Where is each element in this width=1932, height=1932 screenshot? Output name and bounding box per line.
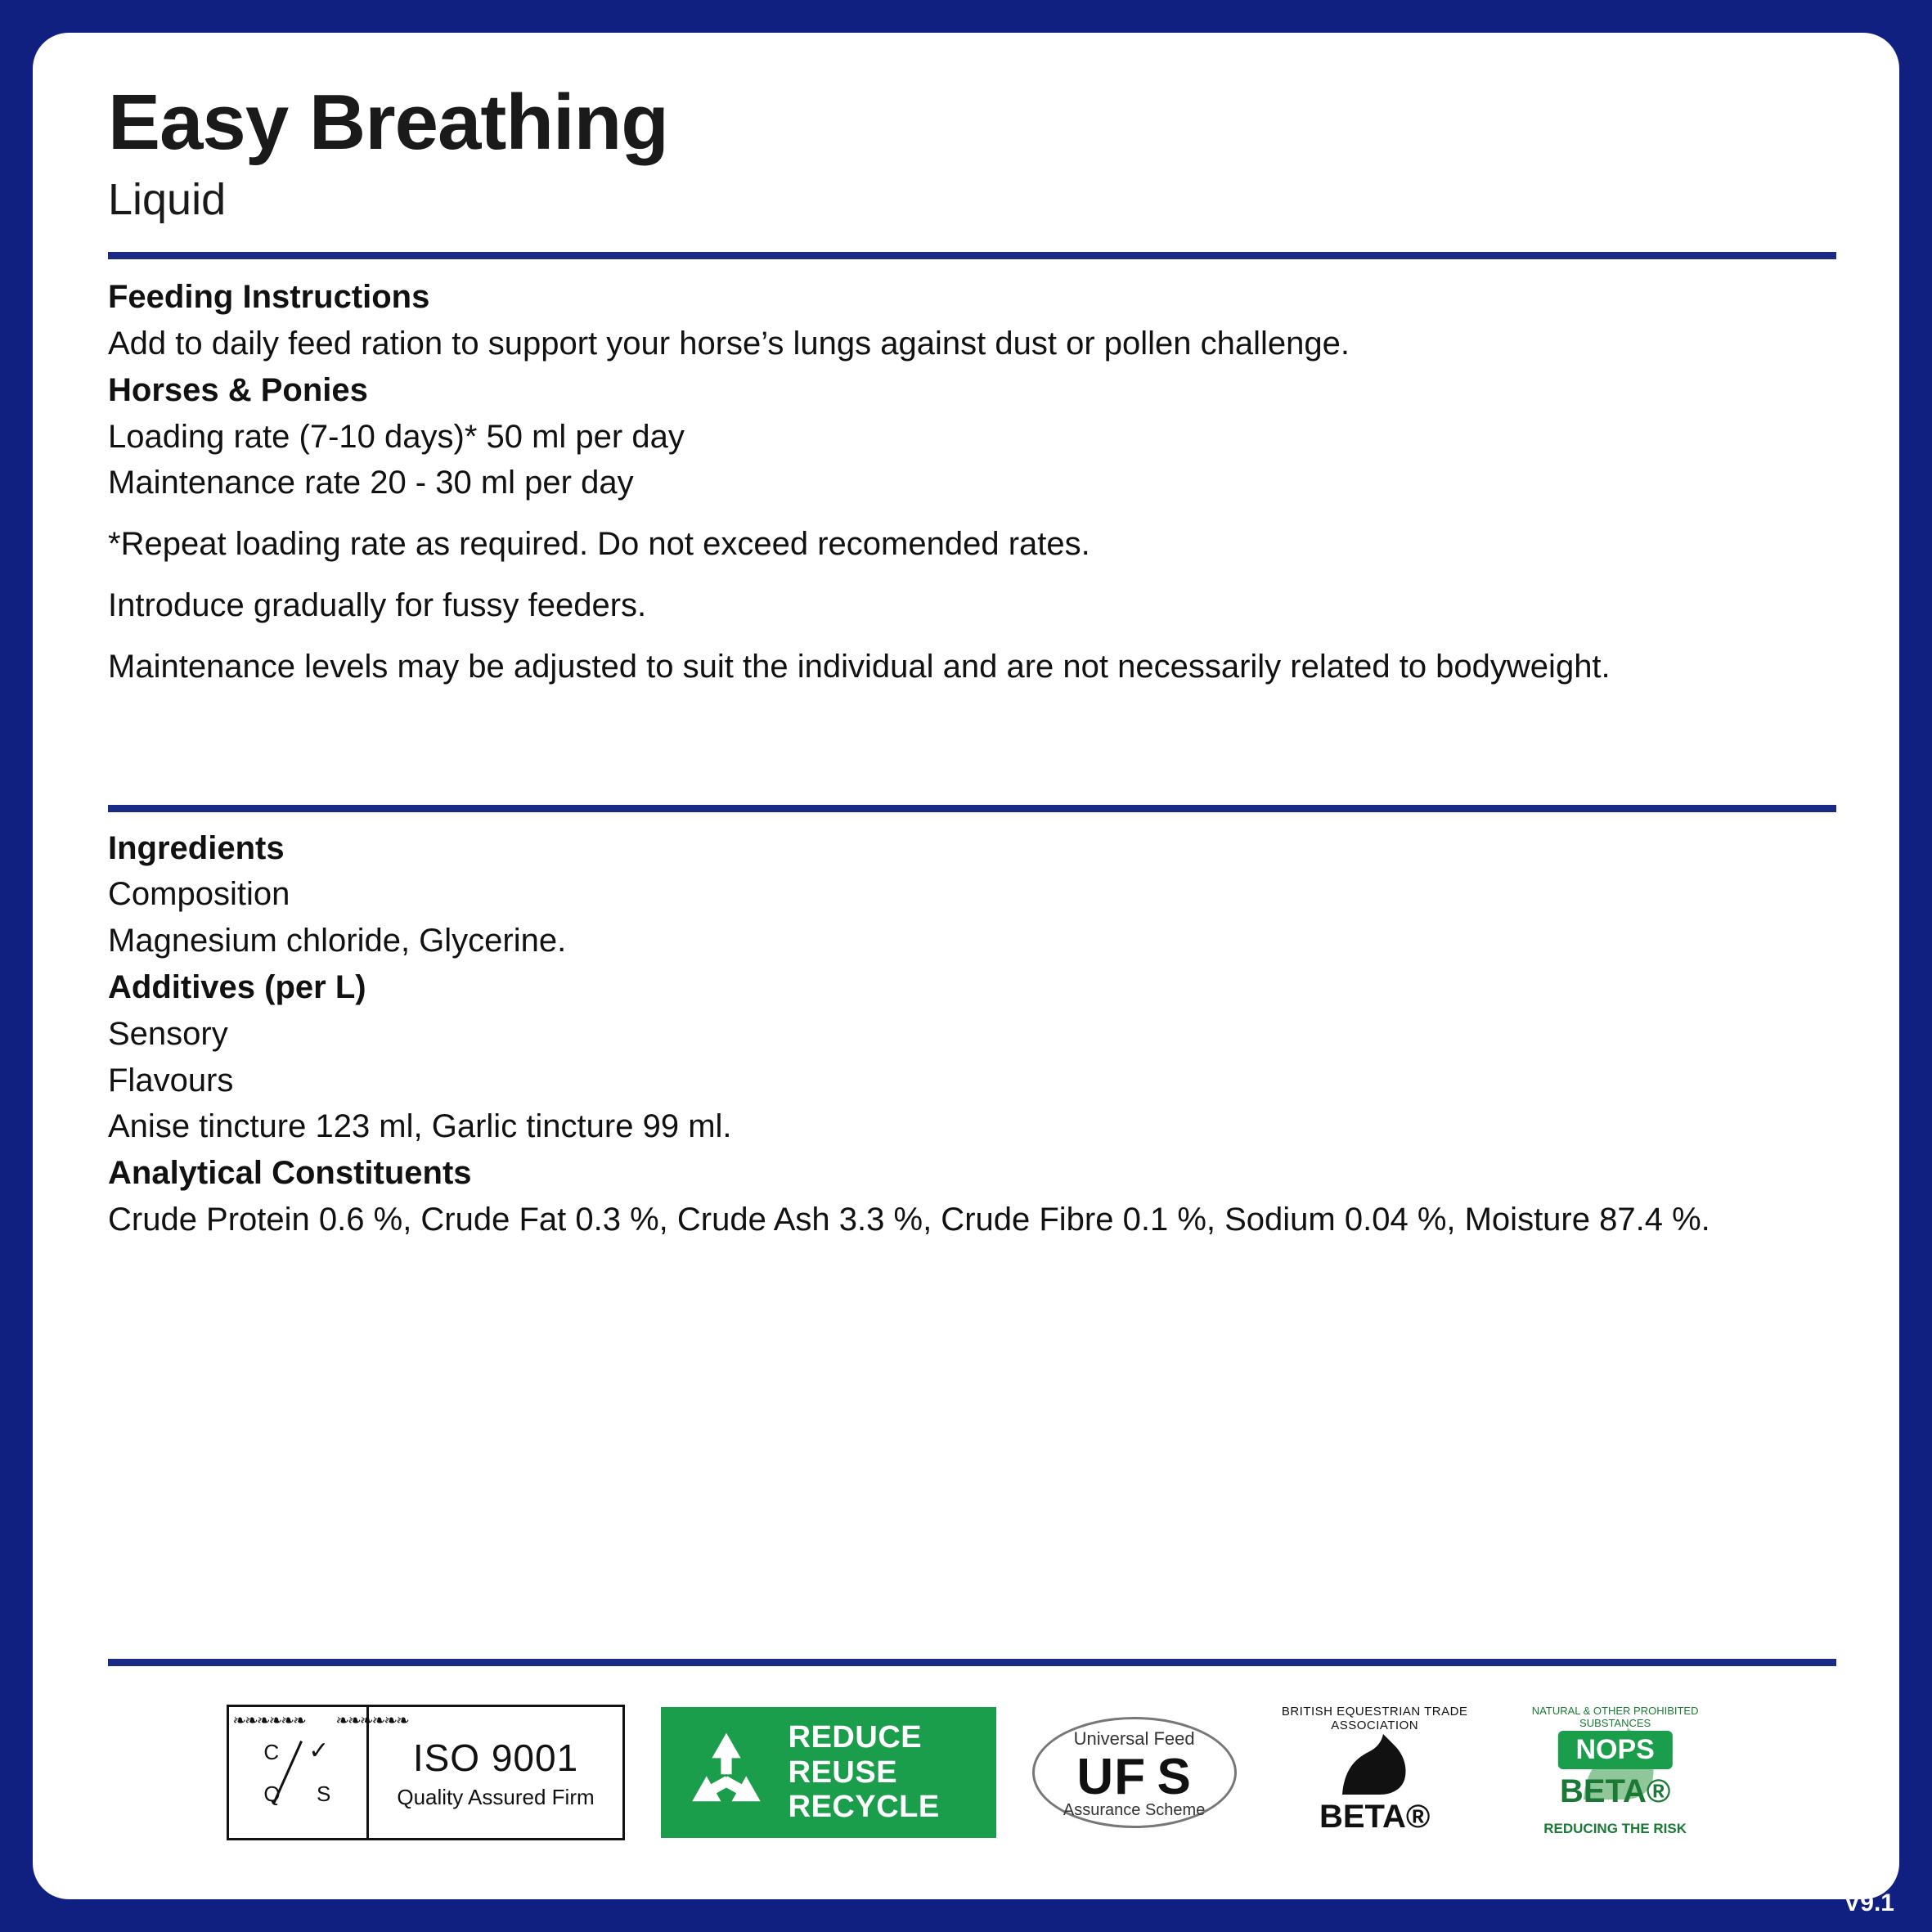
wreath-right-icon: ❧❧❧❧❧❧ bbox=[335, 1712, 408, 1730]
composition-value: Magnesium chloride, Glycerine. bbox=[108, 923, 567, 959]
beta-wordmark: BETA® bbox=[1319, 1799, 1431, 1835]
beta-arc-text: BRITISH EQUESTRIAN TRADE ASSOCIATION bbox=[1281, 1705, 1468, 1732]
analytical-value: Crude Protein 0.6 %, Crude Fat 0.3 %, Crude Ash 3.3 %, Crude Fibre 0.1 %, Sodium 0.04 %, Moisture 87.4 %. bbox=[108, 1201, 1710, 1238]
recycle-line-2: REUSE bbox=[788, 1755, 898, 1790]
feeding-instructions-section bbox=[108, 274, 1834, 690]
recycle-line-3: RECYCLE bbox=[788, 1790, 940, 1825]
feeding-note-levels: Maintenance levels may be adjusted to suit the individual and are not necessarily related to bodyweight. bbox=[108, 648, 1611, 685]
spacer-c bbox=[108, 629, 1834, 644]
flavours-label: Flavours bbox=[108, 1062, 234, 1099]
cqs-mark bbox=[229, 1707, 408, 1838]
iso-subtitle: Quality Assured Firm bbox=[397, 1784, 595, 1809]
recycle-text-block bbox=[789, 1720, 940, 1825]
spacer-before-divider bbox=[108, 690, 1834, 777]
feeding-intro: Add to daily feed ration to support your horse’s lungs against dust or pollen challenge. bbox=[108, 325, 1350, 362]
recycle-icon bbox=[679, 1728, 774, 1817]
feeding-subheading: Horses & Ponies bbox=[108, 371, 368, 408]
sensory-label: Sensory bbox=[108, 1015, 228, 1052]
feeding-maintenance-rate: Maintenance rate 20 - 30 ml per day bbox=[108, 465, 634, 501]
composition-label: Composition bbox=[108, 876, 290, 913]
feeding-loading-rate: Loading rate (7-10 days)* 50 ml per day bbox=[108, 418, 685, 455]
certification-logos bbox=[108, 1695, 1836, 1850]
feeding-note-introduce: Introduce gradually for fussy feeders. bbox=[108, 586, 647, 623]
page-title: Easy Breathing bbox=[108, 79, 668, 166]
product-form: Liquid bbox=[108, 174, 227, 224]
additives-label: Additives (per L) bbox=[108, 968, 366, 1005]
ingredients-section bbox=[108, 825, 1834, 1243]
iso-title: ISO 9001 bbox=[412, 1736, 579, 1779]
product-label-card bbox=[33, 33, 1899, 1899]
nops-tagline: REDUCING THE RISK bbox=[1543, 1821, 1687, 1836]
cqs-letters bbox=[258, 1735, 337, 1810]
nops-badge: NOPS bbox=[1557, 1731, 1672, 1769]
ufas-logo bbox=[1032, 1707, 1237, 1838]
version-label: V9.1 bbox=[1844, 1889, 1894, 1916]
cqs-letter-c: C bbox=[263, 1740, 280, 1764]
check-icon: ✓ bbox=[308, 1737, 330, 1764]
flavours-value: Anise tincture 123 ml, Garlic tincture 99 ml. bbox=[108, 1108, 732, 1145]
divider-middle bbox=[108, 805, 1836, 812]
ufas-mark: UF S bbox=[1076, 1749, 1192, 1805]
feeding-heading: Feeding Instructions bbox=[108, 279, 430, 316]
cqs-letter-s: S bbox=[317, 1781, 331, 1806]
analytical-label: Analytical Constituents bbox=[108, 1155, 472, 1192]
ufas-top-text: Universal Feed bbox=[1073, 1728, 1195, 1749]
wreath-left-icon: ❧❧❧❧❧❧ bbox=[232, 1712, 305, 1730]
ufas-bottom-text: Assurance Scheme bbox=[1063, 1801, 1206, 1819]
beta-logo bbox=[1273, 1703, 1477, 1842]
divider-bottom bbox=[108, 1659, 1836, 1666]
nops-beta-wordmark: BETA® bbox=[1559, 1773, 1671, 1809]
spacer-a bbox=[108, 506, 1834, 521]
feeding-note-repeat: *Repeat loading rate as required. Do not exceed recomended rates. bbox=[108, 526, 1090, 563]
cqs-letter-q: Q bbox=[263, 1781, 281, 1806]
horse-head-icon bbox=[1326, 1731, 1424, 1796]
nops-beta-logo bbox=[1513, 1703, 1718, 1842]
spacer-b bbox=[108, 568, 1834, 582]
ingredients-heading: Ingredients bbox=[108, 829, 285, 866]
reduce-reuse-recycle-logo bbox=[661, 1707, 996, 1838]
recycle-line-1: REDUCE bbox=[788, 1720, 923, 1755]
iso-9001-logo bbox=[227, 1705, 624, 1840]
nops-arc-text: NATURAL & OTHER PROHIBITED SUBSTANCES bbox=[1531, 1705, 1699, 1729]
divider-top bbox=[108, 252, 1836, 259]
